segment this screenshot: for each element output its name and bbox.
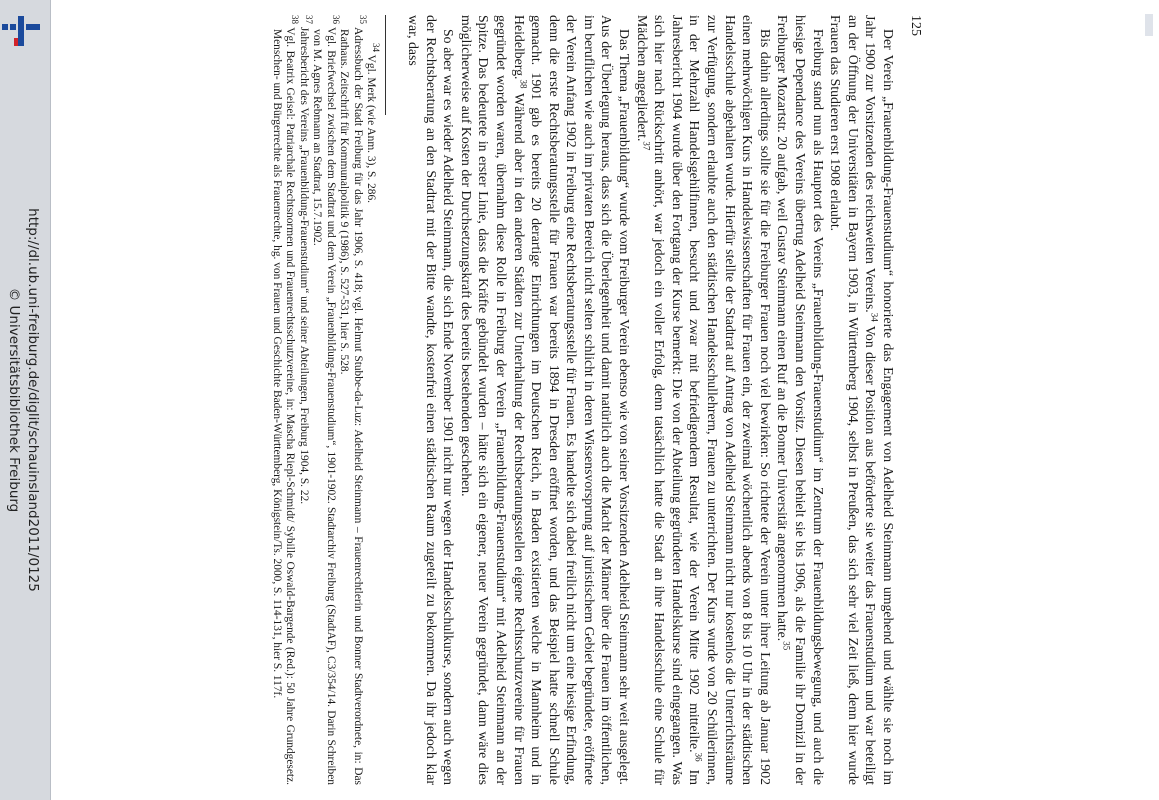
footnote-number: 37 — [303, 15, 314, 24]
footnote — [269, 15, 301, 785]
footnotes — [269, 15, 382, 785]
copyright-notice: © Universitätsbibliothek Freiburg — [6, 287, 22, 513]
paragraph — [774, 15, 827, 785]
paragraph — [457, 15, 633, 785]
footnote-divider — [385, 15, 386, 115]
scanned-page — [270, 15, 923, 785]
paragraph-text: Das Thema „Frauenbildung“ wurde vom Freiburger Verein ebenso wie von seiner Vorsitzenden Adelheid Steinmann sehr weit ausgelegt. Aus der Überlegung heraus, dass sich die Überlegenheit und damit natürlich auch die Macht der Männer über die Frauen im öffentlichen, im beruflichen wie auch im privaten Bereich nicht selten schlicht in deren Wissensvorsprung auf juristischem Gebiet begründete, eröffnete der Verein Anfang 1902 in Freiburg eine Rechtsberatungsstelle für Frauen. Es handelte sich dabei freilich nicht um eine hiesige Erfindung, denn die erste Rechtsberatungsstelle für Frauen war bereits 1894 in Dresden eröffnet worden, und das Beispiel hatte schnell Schule gemacht. 1901 gab es bereits 20 derartige Einrichtungen im Deutschen Reich, in Baden existierten welche in Mannheim und in Heidelberg. — [511, 15, 633, 785]
paragraph-text: Der Verein „Frauenbildung-Frauenstudium“ honorierte das Engagement von Adelheid Steinmann umgehend und wählte sie noch im Jahr 1900 zur Vorsitzenden des reichsweiten Vereins. — [863, 15, 896, 785]
footnote-ref: 37 — [641, 141, 652, 151]
footnote-number: 35 — [357, 15, 368, 24]
footnote — [337, 15, 368, 785]
footnote-number: 34 — [371, 43, 382, 52]
scrollbar-handle[interactable] — [1145, 14, 1153, 36]
footnote-number: 36 — [330, 15, 341, 24]
paragraph-text: Bis dahin allerdings sollte sie für die Freiburger Frauen noch viel bewirken: So richtete der Verein unter ihrer Leitung ab Januar 1902 einen mehrwöchigen Kurs in Handelswissenschaften für Frauen ein, der zweimal wöchentlich abends von 8 bis 10 Uhr in der städtischen Handelsschule abgehalten wurde. Hierfür stellte der Stadtrat auf Antrag von Adelheid Steinmann nicht nur kostenlos die Unterrichtsräume zur Verfügung, sondern erlaubte auch den städtischen Handelsschullehrern, Frauen zu unterrichten. Der Kurs wurde von 20 Schülerinnen, in der Mehrzahl Handelsgehilfinnen, besucht und zwar mit befriedigendem Resultat, wie der Verein Mitte 1902 mitteilte. — [687, 15, 773, 785]
footnote-text: Adressbuch der Stadt Freiburg für das Jahr 1906, S. 418; vgl. Helmut Stubbe-da-Luz: Adelheid Steinmann – Frauenrechtlerin und Bonner Stadtverordnete, in: Das Rathaus. Zeitschrift für Kommunalpolitik 9 (1986), S. 527-531, hier S. 528. — [338, 24, 364, 785]
footnote-text: Vgl. Briefwechsel zwischen dem Stadtrat und dem Verein „Frauenbildung-Frauenstudium“, 1901-1902. Stadtarchiv Freiburg (StadtAF), C3/354/14. Darin Schreiben von M. Agnes Rebmann an Stadtrat, 15.7.1902. — [311, 24, 337, 785]
document-url[interactable]: http://dl.ub.uni-freiburg.de/diglit/schauinsland2011/0125 — [25, 208, 41, 592]
paragraph-text: Im Jahresbericht 1904 wurde über den Fortgang der Kurse bemerkt: Die von der Abteilung gegründeten Handelskurse sind eingegangen. Was sich hier nach Rückschritt anhört, war jedoch ein voller Erfolg, denn tatsächlich hatte die Stadt an ihre Handelsschule eine Schule für Mädchen angegliedert. — [634, 15, 703, 785]
paragraph-text: Während aber in den anderen Städten zur Unterhaltung der Rechtsberatungsstellen eigene Rechtsschutzvereine für Frauen gegründet worden waren, übernahm diese Rolle in Freiburg der Verein „Frauenbildung-Frauenstudium“ mit Adelheid Steinmann an der Spitze. Das bedeutete in erster Linie, dass die Kräfte gebündelt wurden – hätte sich ein eigener, neuer Verein gegründet, dann wäre dies möglicherweise auf Kosten der Durchsetzungskraft des bereits bestehenden geschehen. — [458, 15, 527, 785]
paragraph — [827, 15, 897, 785]
footnote — [296, 15, 314, 785]
footnote-text: Jahresbericht des Vereins „Frauenbildung-Frauenstudium“ und seiner Abteilungen, Freiburg 1904, S. 22. — [297, 24, 310, 505]
paragraph — [404, 15, 457, 785]
footnote-text: Vgl. Merk (wie Anm. 3), S. 286. — [365, 52, 378, 204]
footnote — [364, 15, 382, 785]
footnote-ref: 35 — [782, 641, 793, 651]
paragraph-text: Freiburg stand nun als Hauptort des Vereins „Frauenbildung-Frauenstudium“ im Zentrum der Frauenbildungsbewegung, und auch die hiesige Dependance des Vereins übertrug Adelheid Steinmann den Vorsitz. Diesen behielt sie bis 1906, als die Familie ihr Domizil in der Freiburger Mozartstr. 20 aufgab, weil Gustav Steinmann einen Ruf an die Bonner Universität angenommen hatte. — [775, 15, 826, 785]
footnote-ref: 38 — [518, 79, 529, 89]
footnote-ref: 34 — [870, 312, 880, 322]
paragraph — [633, 15, 774, 785]
paragraph-text: So aber war es wieder Adelheid Steinmann, die sich Ende November 1901 nicht nur wegen der Handelsschulkurse, sondern auch wegen der Rechtsberatung an den Stadtrat mit der Bitte wandte, kostenfrei einen städtischen Raum zugeteilt zu bekommen. Da ihr jedoch klar war, dass — [405, 15, 457, 785]
university-library-logo-icon[interactable] — [2, 10, 42, 50]
body-text — [269, 15, 897, 785]
footnote-number: 38 — [290, 15, 301, 24]
footnote-ref: 36 — [694, 752, 705, 762]
footnote-text: Vgl. Beatrix Geisel: Patriarchale Rechtsnormen und Frauenrechtsschutzvereine, in: Mascha Riepl-Schmidt/ Sybille Oswald-Bargende (Red.): 50 Jahre Grundgesetz. Menschen- und Bürgerrechte als Frauenrechte, hg. von Frauen und Geschichte Baden-Württemberg, Königstein/Ts. 2000, S. 114-131, hier S. 117f. — [270, 24, 297, 785]
page-number: 125 — [908, 15, 923, 36]
footnote — [310, 15, 341, 785]
viewer-sidebar — [0, 0, 51, 800]
paragraph-text: Von dieser Position aus beförderte sie weiter das Frauenstudium und war beteiligt an der Öffnung der Universitäten in Bayern 1903, in Württemberg 1904, selbst in Preußen, das sich sehr viel Zeit ließ, denn hier wurde Frauen das Studieren erst 1908 erlaubt. — [828, 15, 879, 785]
